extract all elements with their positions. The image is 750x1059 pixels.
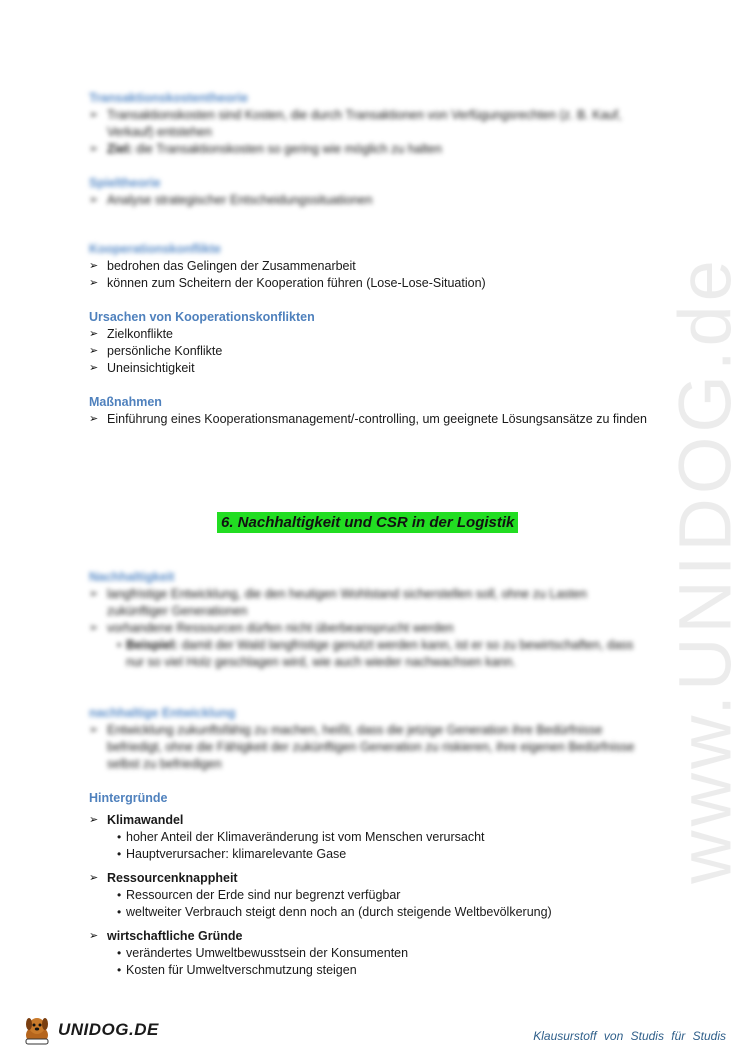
group-title-klimawandel: ➢ Klimawandel — [89, 813, 184, 827]
dot-bullet-icon: • — [117, 638, 122, 652]
bullet-item: ➢ Zielkonflikte — [89, 327, 173, 341]
bullet-item-continuation: zukünftiger Generationen — [107, 604, 248, 618]
bullet-item: ➢ Entwicklung zukunftsfähig zu machen, heißt, dass die jetzige Generation ihre Bedürfnisse — [89, 723, 603, 737]
section-ursachen — [89, 309, 669, 377]
sub-bullet-continuation: nur so viel Holz geschlagen wird, wie auch wieder nachwachsen kann. — [126, 655, 516, 669]
arrow-bullet-icon: ➢ — [89, 814, 99, 826]
section-massnahmen — [89, 394, 669, 428]
section-heading: Ursachen von Kooperationskonflikten — [89, 310, 315, 324]
arrow-bullet-icon: ➢ — [89, 328, 99, 340]
arrow-bullet-icon: ➢ — [89, 413, 99, 425]
blurred-section-nachhaltige-entwicklung — [89, 705, 669, 773]
section-hintergruende — [89, 790, 669, 979]
bullet-item: ➢ persönliche Konflikte — [89, 344, 223, 358]
bullet-item: ➢ vorhandene Ressourcen dürfen nicht überbeansprucht werden — [89, 621, 454, 635]
arrow-bullet-icon: ➢ — [89, 260, 99, 272]
section-konflikte — [89, 258, 669, 292]
sub-bullet-item: • verändertes Umweltbewusstsein der Konsumenten — [117, 946, 409, 960]
bullet-item-continuation: selbst zu befriedigen — [107, 757, 222, 771]
sub-bullet-item: • Beispiel: damit der Wald langfristige genutzt werden kann, ist er so zu bewirtschaften, dass — [117, 638, 634, 652]
sub-bullet-item: • weltweiter Verbrauch steigt denn noch an (durch steigende Weltbevölkerung) — [117, 905, 552, 919]
group-title-ressourcenknappheit: ➢ Ressourcenknappheit — [89, 871, 238, 885]
arrow-bullet-icon: ➢ — [89, 143, 99, 155]
arrow-bullet-icon: ➢ — [89, 588, 99, 600]
arrow-bullet-icon: ➢ — [89, 362, 99, 374]
dog-mascot-icon — [20, 1013, 54, 1047]
section-heading: Spieltheorie — [89, 176, 161, 190]
dot-bullet-icon: • — [117, 905, 122, 919]
blurred-section-spieltheorie — [89, 175, 669, 209]
blurred-section-nachhaltigkeit — [89, 569, 669, 671]
section-heading: Hintergründe — [89, 791, 168, 805]
bullet-item-continuation: befriedigt, ohne die Fähigkeit der zukünftigen Generation zu riskieren, ihre eigenen Bedürfnisse — [107, 740, 635, 754]
footer-tagline: Klausurstoff von Studis für Studis — [533, 1029, 726, 1043]
bullet-item: ➢ Einführung eines Kooperationsmanagement/-controlling, um geeignete Lösungsansätze zu finden — [89, 412, 647, 426]
section-heading: Maßnahmen — [89, 395, 162, 409]
section-heading: Nachhaltigkeit — [89, 570, 175, 584]
unidog-logo[interactable] — [20, 1013, 159, 1047]
bullet-item: ➢ können zum Scheitern der Kooperation führen (Lose-Lose-Situation) — [89, 276, 486, 290]
dot-bullet-icon: • — [117, 847, 122, 861]
section-heading: nachhaltige Entwicklung — [89, 706, 236, 720]
arrow-bullet-icon: ➢ — [89, 872, 99, 884]
dot-bullet-icon: • — [117, 830, 122, 844]
logo-text: UNIDOG.DE — [58, 1020, 159, 1039]
sub-bullet-item: • Ressourcen der Erde sind nur begrenzt verfügbar — [117, 888, 401, 902]
bullet-item: ➢ Uneinsichtigkeit — [89, 361, 195, 375]
arrow-bullet-icon: ➢ — [89, 622, 99, 634]
arrow-bullet-icon: ➢ — [89, 724, 99, 736]
bullet-item-continuation: Verkauf) entstehen — [107, 125, 212, 139]
sub-bullet-item: • Kosten für Umweltverschmutzung steigen — [117, 963, 357, 977]
arrow-bullet-icon: ➢ — [89, 277, 99, 289]
watermark: www.UNIDOG.de — [663, 256, 747, 884]
sub-bullet-item: • hoher Anteil der Klimaveränderung ist vom Menschen verursacht — [117, 830, 485, 844]
bullet-item: ➢ Transaktionskosten sind Kosten, die durch Transaktionen von Verfügungsrechten (z. B. Kauf, — [89, 108, 622, 122]
arrow-bullet-icon: ➢ — [89, 194, 99, 206]
bullet-item: ➢ langfristige Entwicklung, die den heutigen Wohlstand sicherstellen soll, ohne zu Lasten — [89, 587, 587, 601]
bullet-item: ➢ bedrohen das Gelingen der Zusammenarbeit — [89, 259, 356, 273]
dot-bullet-icon: • — [117, 946, 122, 960]
dot-bullet-icon: • — [117, 888, 122, 902]
section-heading: Transaktionskostentheorie — [89, 91, 249, 105]
section-heading: Kooperationskonflikte — [89, 242, 221, 256]
bullet-item: ➢ Analyse strategischer Entscheidungssituationen — [89, 193, 373, 207]
bullet-item: ➢ Ziel: die Transaktionskosten so gering wie möglich zu halten — [89, 142, 442, 156]
arrow-bullet-icon: ➢ — [89, 345, 99, 357]
arrow-bullet-icon: ➢ — [89, 109, 99, 121]
group-title-wirtschaftliche-gruende: ➢ wirtschaftliche Gründe — [89, 929, 243, 943]
dot-bullet-icon: • — [117, 963, 122, 977]
sub-bullet-item: • Hauptverursacher: klimarelevante Gase — [117, 847, 347, 861]
chapter-title: 6. Nachhaltigkeit und CSR in der Logistik — [217, 512, 518, 533]
blurred-section-transaktionskosten — [89, 90, 669, 158]
blurred-heading-kooperationskonflikte — [89, 241, 669, 258]
arrow-bullet-icon: ➢ — [89, 930, 99, 942]
